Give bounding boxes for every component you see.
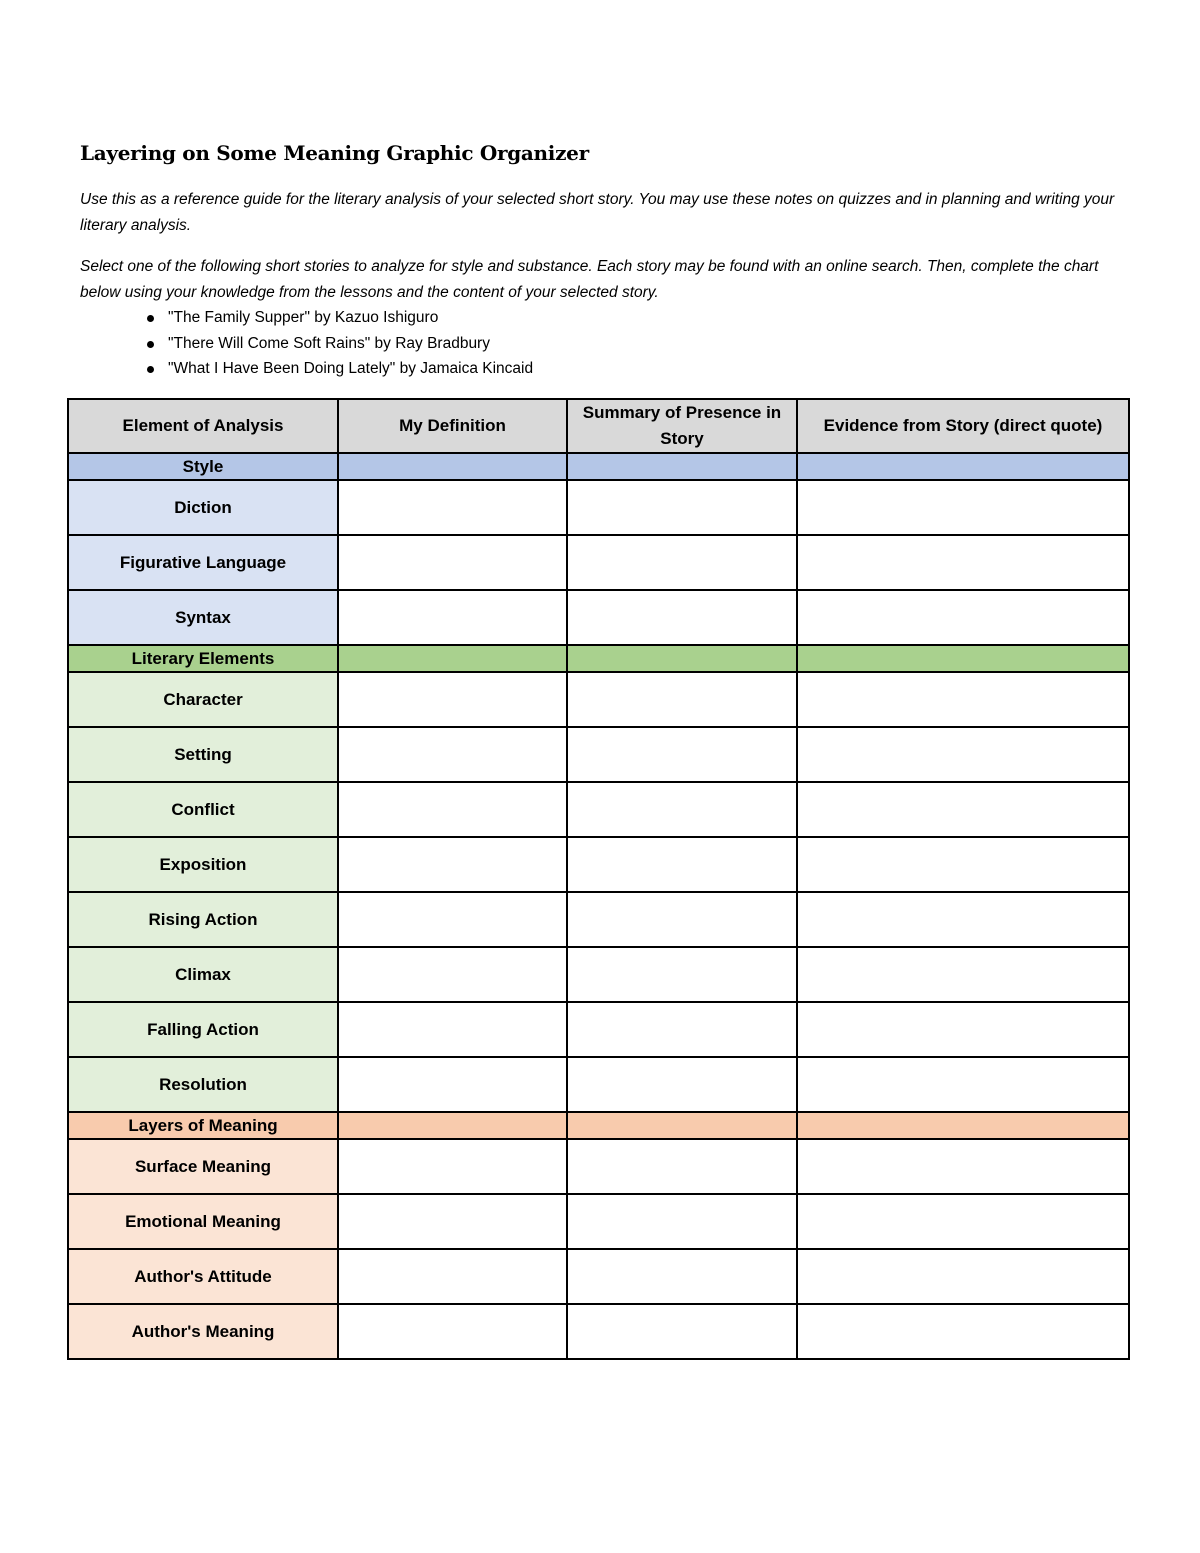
- section-row-layers-of-meaning: [68, 1112, 1129, 1139]
- section-fill: [567, 645, 797, 672]
- summary-cell[interactable]: [567, 727, 797, 782]
- story-item: "There Will Come Soft Rains" by Ray Bradbury: [147, 331, 533, 357]
- table-row: [68, 892, 1129, 947]
- evidence-cell[interactable]: [797, 590, 1129, 645]
- summary-cell[interactable]: [567, 782, 797, 837]
- evidence-cell[interactable]: [797, 1304, 1129, 1359]
- summary-cell[interactable]: [567, 1057, 797, 1112]
- definition-cell[interactable]: [338, 1194, 567, 1249]
- row-label: Setting: [68, 727, 338, 782]
- summary-cell[interactable]: [567, 672, 797, 727]
- summary-cell[interactable]: [567, 535, 797, 590]
- summary-cell[interactable]: [567, 480, 797, 535]
- row-label: Resolution: [68, 1057, 338, 1112]
- table-row: [68, 480, 1129, 535]
- row-label: Climax: [68, 947, 338, 1002]
- row-label: Character: [68, 672, 338, 727]
- definition-cell[interactable]: [338, 1057, 567, 1112]
- table-row: [68, 1002, 1129, 1057]
- evidence-cell[interactable]: [797, 480, 1129, 535]
- table-row: [68, 947, 1129, 1002]
- evidence-cell[interactable]: [797, 727, 1129, 782]
- summary-cell[interactable]: [567, 590, 797, 645]
- intro-paragraph-reference: Use this as a reference guide for the literary analysis of your selected short story. You may use these notes on quizzes and in planning and writing your literary analysis.: [80, 191, 1115, 234]
- summary-cell[interactable]: [567, 1304, 797, 1359]
- table-row: [68, 1249, 1129, 1304]
- evidence-cell[interactable]: [797, 1194, 1129, 1249]
- section-fill: [797, 453, 1129, 480]
- evidence-cell[interactable]: [797, 782, 1129, 837]
- definition-cell[interactable]: [338, 672, 567, 727]
- story-item: "What I Have Been Doing Lately" by Jamaica Kincaid: [147, 356, 533, 382]
- evidence-cell[interactable]: [797, 1249, 1129, 1304]
- table-row: [68, 782, 1129, 837]
- summary-cell[interactable]: [567, 947, 797, 1002]
- intro-paragraph-instructions: Select one of the following short stories to analyze for style and substance. Each story may be found with an online search. Then, complete the chart below using your knowledge from the lessons and the content of your selected story.: [80, 258, 1099, 301]
- row-label: Rising Action: [68, 892, 338, 947]
- header-row: [68, 399, 1129, 453]
- section-fill: [567, 453, 797, 480]
- evidence-cell[interactable]: [797, 837, 1129, 892]
- table-row: [68, 837, 1129, 892]
- summary-cell[interactable]: [567, 892, 797, 947]
- evidence-cell[interactable]: [797, 535, 1129, 590]
- definition-cell[interactable]: [338, 837, 567, 892]
- page-title: Layering on Some Meaning Graphic Organizer: [80, 141, 589, 165]
- table-row: [68, 590, 1129, 645]
- row-label: Falling Action: [68, 1002, 338, 1057]
- header-my-definition: My Definition: [338, 399, 567, 453]
- section-row-literary-elements: [68, 645, 1129, 672]
- definition-cell[interactable]: [338, 1002, 567, 1057]
- graphic-organizer-table: [67, 398, 1130, 1360]
- definition-cell[interactable]: [338, 590, 567, 645]
- evidence-cell[interactable]: [797, 947, 1129, 1002]
- row-label: Surface Meaning: [68, 1139, 338, 1194]
- definition-cell[interactable]: [338, 892, 567, 947]
- summary-cell[interactable]: [567, 1194, 797, 1249]
- summary-cell[interactable]: [567, 1002, 797, 1057]
- table-row: [68, 672, 1129, 727]
- header-element-of-analysis: Element of Analysis: [68, 399, 338, 453]
- evidence-cell[interactable]: [797, 892, 1129, 947]
- evidence-cell[interactable]: [797, 1002, 1129, 1057]
- header-summary-of-presence: Summary of Presence in Story: [567, 399, 797, 453]
- section-label: Style: [68, 453, 338, 480]
- table-row: [68, 535, 1129, 590]
- definition-cell[interactable]: [338, 480, 567, 535]
- summary-cell[interactable]: [567, 837, 797, 892]
- header-evidence-from-story: Evidence from Story (direct quote): [797, 399, 1129, 453]
- row-label: Figurative Language: [68, 535, 338, 590]
- story-item: "The Family Supper" by Kazuo Ishiguro: [147, 305, 533, 331]
- table-row: [68, 727, 1129, 782]
- table-row: [68, 1304, 1129, 1359]
- row-label: Syntax: [68, 590, 338, 645]
- evidence-cell[interactable]: [797, 672, 1129, 727]
- definition-cell[interactable]: [338, 727, 567, 782]
- row-label: Conflict: [68, 782, 338, 837]
- evidence-cell[interactable]: [797, 1139, 1129, 1194]
- section-fill: [797, 645, 1129, 672]
- definition-cell[interactable]: [338, 1139, 567, 1194]
- definition-cell[interactable]: [338, 1249, 567, 1304]
- table-row: [68, 1057, 1129, 1112]
- row-label: Diction: [68, 480, 338, 535]
- row-label: Emotional Meaning: [68, 1194, 338, 1249]
- section-label: Literary Elements: [68, 645, 338, 672]
- story-list: [147, 305, 533, 382]
- definition-cell[interactable]: [338, 1304, 567, 1359]
- summary-cell[interactable]: [567, 1249, 797, 1304]
- evidence-cell[interactable]: [797, 1057, 1129, 1112]
- section-row-style: [68, 453, 1129, 480]
- section-fill: [338, 645, 567, 672]
- row-label: Author's Attitude: [68, 1249, 338, 1304]
- summary-cell[interactable]: [567, 1139, 797, 1194]
- section-label: Layers of Meaning: [68, 1112, 338, 1139]
- table-row: [68, 1139, 1129, 1194]
- row-label: Author's Meaning: [68, 1304, 338, 1359]
- section-fill: [797, 1112, 1129, 1139]
- section-fill: [338, 453, 567, 480]
- definition-cell[interactable]: [338, 947, 567, 1002]
- section-fill: [338, 1112, 567, 1139]
- row-label: Exposition: [68, 837, 338, 892]
- table-row: [68, 1194, 1129, 1249]
- definition-cell[interactable]: [338, 782, 567, 837]
- section-fill: [567, 1112, 797, 1139]
- definition-cell[interactable]: [338, 535, 567, 590]
